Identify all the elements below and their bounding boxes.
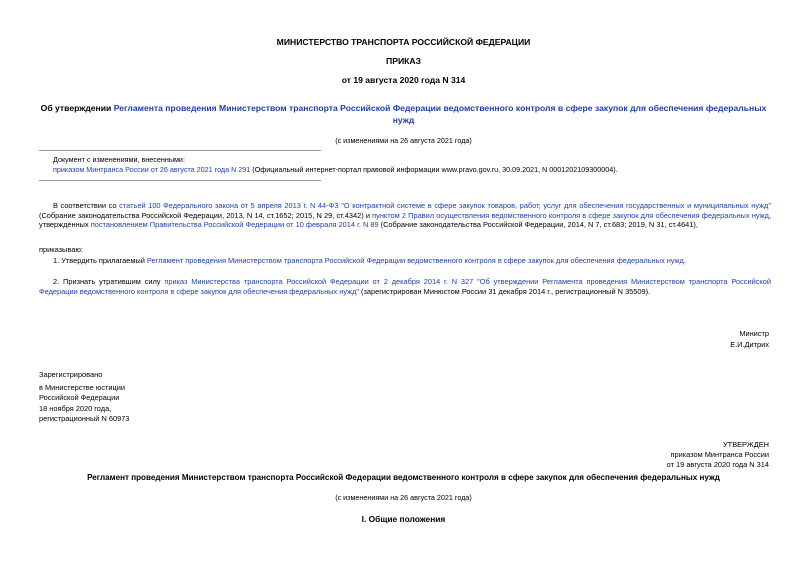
edition-note: (с изменениями на 26 августа 2021 года) <box>335 136 472 145</box>
registration-line: Зарегистрировано <box>39 370 103 379</box>
approval-line: приказом Минтранса России <box>670 450 769 460</box>
amendments-line <box>53 165 773 174</box>
preamble-text-2: (Собрание законодательства Российской Федерации, 2013, N 14, ст.1652; 2015, N 29, ст.4342) и <box>39 210 373 220</box>
amendments-top-rule <box>39 150 321 151</box>
ministry-name: МИНИСТЕРСТВО ТРАНСПОРТА РОССИЙСКОЙ ФЕДЕРАЦИИ <box>276 37 531 47</box>
order-item-2 <box>39 277 771 296</box>
approved-regulation-link[interactable]: Регламент проведения Министерством транспорта Российской Федерации ведомственного контроля в сфере закупок для обеспечения федеральных нужд <box>146 256 684 265</box>
amendments-bottom-rule <box>39 180 321 181</box>
item1-text-1: 1. Утвердить прилагаемый <box>53 256 147 265</box>
registration-block <box>39 370 129 424</box>
approval-line: от 19 августа 2020 года N 314 <box>666 460 769 470</box>
document-date-number: от 19 августа 2020 года N 314 <box>341 75 466 85</box>
approval-line: УТВЕРЖДЕН <box>722 440 769 449</box>
signature-block <box>730 329 769 349</box>
item1-text-2: . <box>683 256 686 265</box>
signature-name: Е.И.Дитрих <box>730 339 769 349</box>
item2-text-1: 2. Признать утратившим силу <box>53 277 165 286</box>
registration-line: в Министерстве юстиции <box>39 383 126 393</box>
signature-position: Министр <box>739 329 769 338</box>
order-word: приказываю: <box>39 245 83 254</box>
preamble-text-1: В соответствии со <box>53 201 120 210</box>
section-1-heading: I. Общие положения <box>361 514 446 524</box>
repealed-order-327-link[interactable]: приказ Министерства транспорта Российской Федерации от 2 декабря 2014 г. N 327 "Об утверждении Регламента проведения Министерством транспорта Российской Федерации ведомственного контроля в сфере закупок для обеспечения федеральных нужд" <box>39 277 771 296</box>
registration-line: Российской Федерации <box>39 393 120 403</box>
registration-line: регистрационный N 60973 <box>39 413 130 423</box>
regulation-title: Регламент проведения Министерством транспорта Российской Федерации ведомственного контроля в сфере закупок для обеспечения федеральных нужд <box>87 473 720 482</box>
amendment-publication: (Официальный интернет-портал правовой информации www.pravo.gov.ru, 30.09.2021, N 0001202109300004). <box>250 165 618 174</box>
order-item-1 <box>39 256 771 266</box>
title-regulation-link[interactable]: Регламента проведения Министерством транспорта Российской Федерации ведомственного контроля в сфере закупок для обеспечения федеральных нужд <box>113 103 767 125</box>
preamble-text-4: (Собрание законодательства Российской Федерации, 2014, N 7, ст.683; 2019, N 31, ст.4641), <box>378 220 698 230</box>
registration-line: 18 ноября 2020 года, <box>39 403 112 413</box>
preamble-text-3: , утвержденных <box>39 210 771 230</box>
regulation-edition-note: (с изменениями на 26 августа 2021 года) <box>335 493 472 502</box>
document-type: ПРИКАЗ <box>386 56 421 66</box>
approval-block <box>667 440 769 471</box>
government-decree-89-link[interactable]: постановлением Правительства Российской Федерации от 10 февраля 2014 г. N 89 <box>90 220 379 230</box>
amendment-order-link[interactable]: приказом Минтранса России от 26 августа 2021 года N 291 <box>53 165 251 174</box>
preamble-paragraph <box>39 201 771 230</box>
document-title <box>40 103 767 126</box>
rules-item-2-link[interactable]: пунктом 2 Правил осуществления ведомственного контроля в сфере закупок для обеспечения федеральных нужд <box>372 210 769 220</box>
law-44fz-article-100-link[interactable]: статьей 100 Федерального закона от 5 апреля 2013 г. N 44-ФЗ "О контрактной системе в сфере закупок товаров, работ, услуг для обеспечения государственных и муниципальных нужд" <box>119 201 771 210</box>
title-prefix: Об утверждении <box>40 103 114 113</box>
amendments-intro: Документ с изменениями, внесенными: <box>53 155 185 164</box>
item2-text-2: (зарегистрирован Минюстом России 31 декабря 2014 г., регистрационный N 35509). <box>358 286 651 296</box>
